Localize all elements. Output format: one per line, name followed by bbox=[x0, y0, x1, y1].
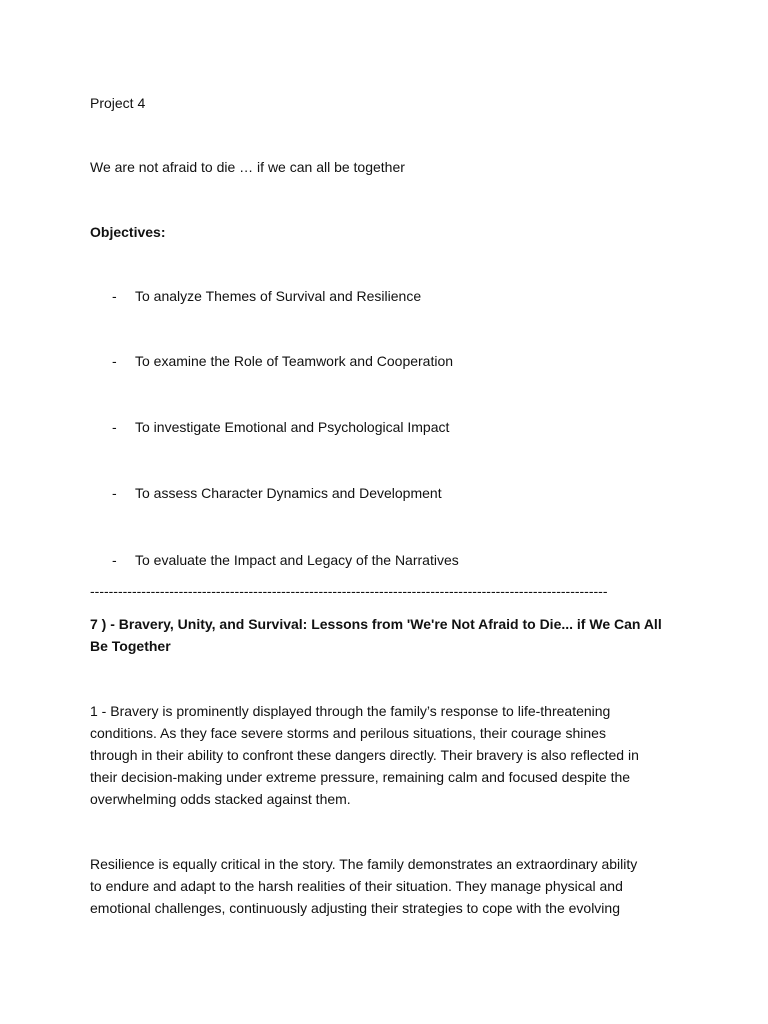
paragraph-line: 1 - Bravery is prominently displayed through the family’s response to life-threatening bbox=[90, 703, 611, 719]
bullet-dash: - bbox=[112, 353, 117, 369]
bullet-dash: - bbox=[112, 552, 117, 568]
section-heading-line-2: Be Together bbox=[90, 638, 171, 654]
objective-text: To assess Character Dynamics and Development bbox=[135, 485, 442, 501]
paragraph-line: overwhelming odds stacked against them. bbox=[90, 791, 351, 807]
bullet-dash: - bbox=[112, 288, 117, 304]
paragraph-line: emotional challenges, continuously adjusting their strategies to cope with the evolving bbox=[90, 900, 620, 916]
paragraph-line: through in their ability to confront these dangers directly. Their bravery is also reflected in bbox=[90, 747, 639, 763]
objective-text: To examine the Role of Teamwork and Cooperation bbox=[135, 353, 454, 369]
document-subtitle: We are not afraid to die … if we can all be together bbox=[90, 159, 405, 175]
paragraph-line: their decision-making under extreme pressure, remaining calm and focused despite the bbox=[90, 769, 631, 785]
objective-text: To investigate Emotional and Psychological Impact bbox=[135, 419, 450, 435]
paragraph-line: conditions. As they face severe storms and perilous situations, their courage shines bbox=[90, 725, 606, 741]
divider-line: --------------------------------------------------------------------------------------------------------------- bbox=[90, 583, 608, 599]
project-label: Project 4 bbox=[90, 95, 146, 111]
objective-text: To evaluate the Impact and Legacy of the Narratives bbox=[135, 552, 459, 568]
objective-text: To analyze Themes of Survival and Resilience bbox=[135, 288, 422, 304]
bullet-dash: - bbox=[112, 419, 117, 435]
paragraph-line: to endure and adapt to the harsh realities of their situation. They manage physical and bbox=[90, 878, 623, 894]
bullet-dash: - bbox=[112, 485, 117, 501]
objectives-heading: Objectives: bbox=[90, 224, 166, 240]
section-heading-line-1: 7 ) - Bravery, Unity, and Survival: Lessons from 'We're Not Afraid to Die... if We Can All bbox=[90, 616, 662, 632]
paragraph-line: Resilience is equally critical in the story. The family demonstrates an extraordinary ability bbox=[90, 856, 638, 872]
